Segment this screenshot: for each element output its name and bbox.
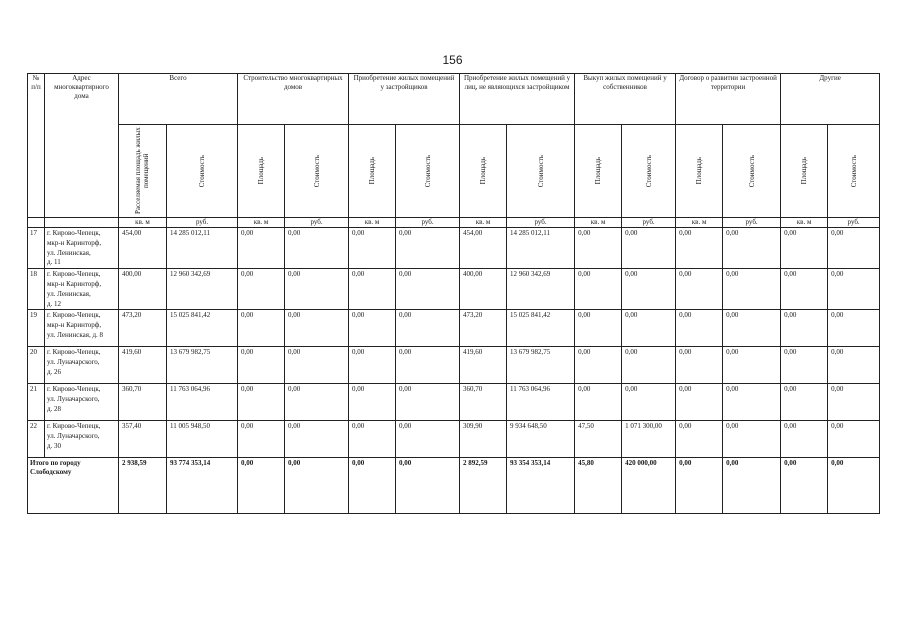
value-cell: 0,00 [676,347,723,384]
total-value-cell: 420 000,00 [622,458,676,514]
value-cell: 0,00 [622,310,676,347]
row-number: 21 [28,384,45,421]
header-address: Адрес многоквартирного дома [45,74,119,218]
address-line: ул. Луначарского, [47,395,100,404]
units-spacer [45,218,119,228]
value-cell: 0,00 [828,384,880,421]
value-cell: 0,00 [781,269,828,310]
value-cell: 0,00 [285,228,349,269]
subheader-label: Площадь [800,157,809,185]
value-cell: 400,00 [119,269,167,310]
subheader-label: Площадь [479,157,488,185]
subheader-cell [676,125,723,218]
header-group-development-agreement: Договор о развитии застроенной территории [676,74,781,125]
value-cell: 454,00 [460,228,507,269]
value-cell: 11 763 064,96 [167,384,238,421]
value-cell: 0,00 [723,228,781,269]
header-group-total: Всего [119,74,238,125]
table-row [28,384,880,421]
unit-label: кв. м [119,218,167,228]
address-line: ул. Луначарского, [47,432,100,441]
subheader-label: Стоимость [536,154,545,188]
value-cell: 0,00 [349,269,396,310]
unit-label: кв. м [238,218,285,228]
value-cell: 419,60 [460,347,507,384]
subheader-label: Площадь [594,157,603,185]
unit-label: кв. м [460,218,507,228]
address-line: д. 28 [47,404,62,413]
value-cell: 0,00 [723,269,781,310]
value-cell: 0,00 [723,384,781,421]
total-value-cell: 93 354 353,14 [507,458,575,514]
value-cell: 0,00 [622,228,676,269]
subheader-cell [723,125,781,218]
row-number: 19 [28,310,45,347]
address-line: г. Кирово-Чепецк, [47,385,101,394]
value-cell: 0,00 [676,310,723,347]
unit-label: кв. м [781,218,828,228]
value-cell: 0,00 [285,347,349,384]
row-address [45,269,119,310]
value-cell: 14 285 012,11 [507,228,575,269]
value-cell: 0,00 [828,310,880,347]
row-address [45,228,119,269]
value-cell: 419,60 [119,347,167,384]
value-cell: 473,20 [460,310,507,347]
value-cell: 0,00 [622,269,676,310]
value-cell: 0,00 [781,347,828,384]
subheader-cell [781,125,828,218]
subheader-label: Стоимость [197,154,206,188]
units-spacer [28,218,45,228]
table-row [28,269,880,310]
row-address [45,384,119,421]
subheader-label: Стоимость [644,154,653,188]
total-value-cell: 0,00 [676,458,723,514]
value-cell: 0,00 [396,347,460,384]
table-row [28,228,880,269]
value-cell: 0,00 [676,269,723,310]
subheader-cell [349,125,396,218]
value-cell: 13 679 982,75 [167,347,238,384]
unit-label: кв. м [575,218,622,228]
value-cell: 473,20 [119,310,167,347]
subheader-cell [575,125,622,218]
table-row [28,347,880,384]
header-group-non-developers: Приобретение жилых помещений у лиц, не являющихся застройщиком [460,74,575,125]
value-cell: 0,00 [723,347,781,384]
value-cell: 0,00 [396,269,460,310]
value-cell: 0,00 [723,421,781,458]
value-cell: 400,00 [460,269,507,310]
total-value-cell: 0,00 [396,458,460,514]
unit-label: руб. [396,218,460,228]
value-cell: 47,50 [575,421,622,458]
value-cell: 0,00 [285,384,349,421]
subheader-label: Стоимость [312,154,321,188]
value-cell: 0,00 [828,347,880,384]
value-cell: 0,00 [285,269,349,310]
address-line: г. Кирово-Чепецк, [47,311,101,320]
value-cell: 12 960 342,69 [507,269,575,310]
unit-label: руб. [167,218,238,228]
total-label: Итого по городу Слободскому [28,458,119,514]
value-cell: 0,00 [238,421,285,458]
value-cell: 0,00 [676,228,723,269]
value-cell: 0,00 [349,228,396,269]
header-group-other: Другие [781,74,880,125]
address-line: д. 11 [47,258,61,267]
value-cell: 0,00 [396,384,460,421]
value-cell: 0,00 [828,421,880,458]
row-address [45,421,119,458]
value-cell: 0,00 [676,421,723,458]
total-value-cell: 0,00 [285,458,349,514]
page-number: 156 [442,53,463,67]
unit-label: кв. м [349,218,396,228]
value-cell: 12 960 342,69 [167,269,238,310]
value-cell: 0,00 [396,228,460,269]
resettlement-table [27,73,880,514]
value-cell: 0,00 [575,384,622,421]
value-cell: 357,40 [119,421,167,458]
table-row [28,310,880,347]
subheader-label: Площадь [368,157,376,185]
address-line: мкр-н Каринторф, [47,238,102,247]
value-cell: 0,00 [238,228,285,269]
subheader-cell [238,125,285,218]
table-row [28,421,880,458]
address-line: мкр-н Каринторф, [47,321,102,330]
value-cell: 360,70 [460,384,507,421]
address-line: г. Кирово-Чепецк, [47,348,101,357]
address-line: г. Кирово-Чепецк, [47,229,101,237]
address-line: г. Кирово-Чепецк, [47,422,101,431]
value-cell: 11 763 064,96 [507,384,575,421]
address-line: ул. Ленинская, [47,289,91,298]
subheader-cell [119,125,167,218]
value-cell: 0,00 [349,347,396,384]
total-value-cell: 0,00 [828,458,880,514]
unit-label: руб. [622,218,676,228]
subheader-cell [507,125,575,218]
row-number: 17 [28,228,45,269]
subheader-cell [460,125,507,218]
total-value-cell: 2 938,59 [119,458,167,514]
address-line: д. 26 [47,367,62,376]
address-line: ул. Ленинская, [47,248,91,257]
value-cell: 0,00 [781,421,828,458]
address-line: ул. Луначарского, [47,358,100,367]
subheader-cell [167,125,238,218]
value-cell: 0,00 [723,310,781,347]
subheader-label: Расселяемая площадь жилых помещений [134,127,151,215]
row-number: 18 [28,269,45,310]
total-value-cell: 93 774 353,14 [167,458,238,514]
value-cell: 1 071 300,00 [622,421,676,458]
total-row [28,458,880,514]
value-cell: 309,90 [460,421,507,458]
value-cell: 0,00 [285,421,349,458]
value-cell: 0,00 [238,384,285,421]
value-cell: 14 285 012,11 [167,228,238,269]
address-line: ул. Ленинская, д. 8 [47,330,104,339]
header-group-developers: Приобретение жилых помещений у застройщиков [349,74,460,125]
address-line: мкр-н Каринторф, [47,279,102,288]
value-cell: 0,00 [781,310,828,347]
value-cell: 0,00 [676,384,723,421]
value-cell: 0,00 [575,269,622,310]
value-cell: 0,00 [238,269,285,310]
value-cell: 15 025 841,42 [507,310,575,347]
total-value-cell: 0,00 [781,458,828,514]
unit-label: руб. [285,218,349,228]
total-value-cell: 0,00 [238,458,285,514]
subheader-label: Стоимость [849,154,858,188]
value-cell: 454,00 [119,228,167,269]
value-cell: 0,00 [285,310,349,347]
address-line: д. 12 [47,299,62,308]
value-cell: 9 934 648,50 [507,421,575,458]
value-cell: 0,00 [575,228,622,269]
value-cell: 0,00 [238,347,285,384]
value-cell: 0,00 [781,228,828,269]
total-value-cell: 0,00 [349,458,396,514]
subheader-label: Стоимость [423,154,432,188]
header-num: № п/п [28,74,45,218]
subheader-cell [622,125,676,218]
subheader-cell [285,125,349,218]
value-cell: 0,00 [622,384,676,421]
subheader-label: Стоимость [747,154,756,188]
total-value-cell: 2 892,59 [460,458,507,514]
unit-label: руб. [723,218,781,228]
value-cell: 0,00 [575,310,622,347]
address-line: г. Кирово-Чепецк, [47,270,101,279]
value-cell: 13 679 982,75 [507,347,575,384]
total-value-cell: 45,80 [575,458,622,514]
header-group-construction: Строительство многоквартирных домов [238,74,349,125]
unit-label: руб. [828,218,880,228]
subheader-label: Площадь [695,157,704,185]
value-cell: 0,00 [575,347,622,384]
subheader-cell [828,125,880,218]
address-line: д. 30 [47,441,62,450]
total-value-cell: 0,00 [723,458,781,514]
subheader-label: Площадь [256,157,265,185]
unit-label: кв. м [676,218,723,228]
row-address [45,310,119,347]
header-group-buyout: Выкуп жилых помещений у собственников [575,74,676,125]
value-cell: 0,00 [396,310,460,347]
value-cell: 0,00 [349,310,396,347]
value-cell: 0,00 [781,384,828,421]
value-cell: 0,00 [396,421,460,458]
value-cell: 0,00 [828,228,880,269]
value-cell: 360,70 [119,384,167,421]
value-cell: 11 005 948,50 [167,421,238,458]
value-cell: 0,00 [349,384,396,421]
value-cell: 0,00 [349,421,396,458]
row-number: 20 [28,347,45,384]
value-cell: 15 025 841,42 [167,310,238,347]
value-cell: 0,00 [238,310,285,347]
subheader-cell [396,125,460,218]
row-address [45,347,119,384]
value-cell: 0,00 [622,347,676,384]
row-number: 22 [28,421,45,458]
value-cell: 0,00 [828,269,880,310]
unit-label: руб. [507,218,575,228]
